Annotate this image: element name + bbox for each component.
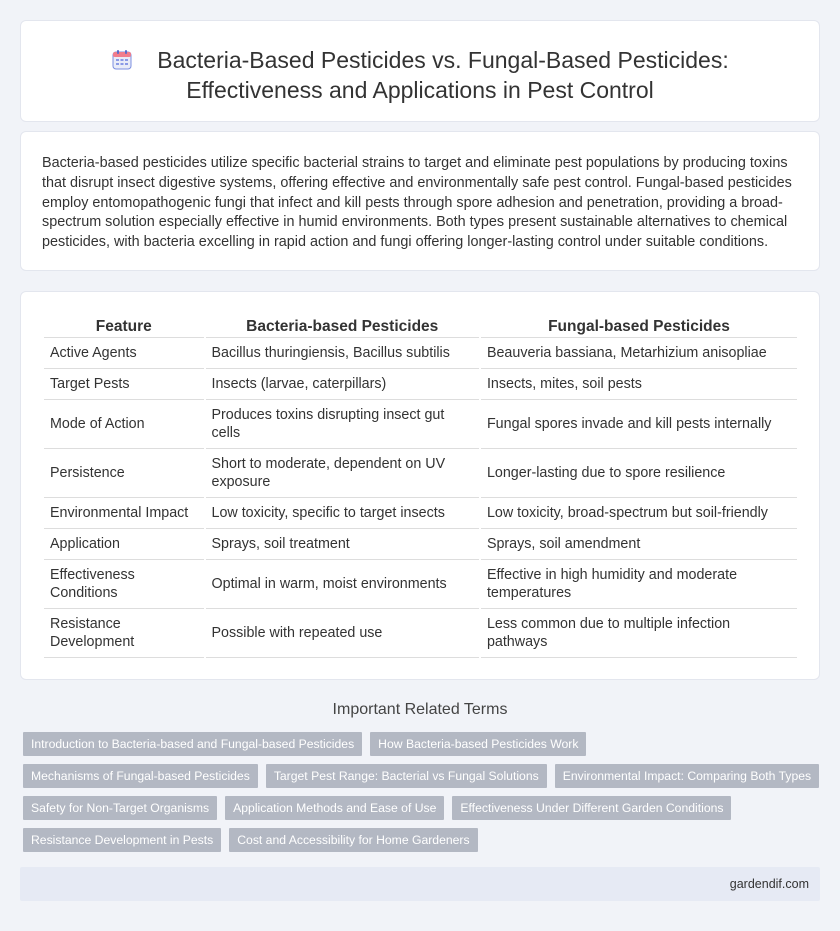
bacteria-cell: Bacillus thuringiensis, Bacillus subtilis <box>206 338 479 369</box>
bacteria-cell: Short to moderate, dependent on UV exposure <box>206 449 479 498</box>
table-header-row <box>44 316 797 338</box>
table-row <box>44 449 797 498</box>
feature-cell: Mode of Action <box>44 400 204 449</box>
feature-cell: Active Agents <box>44 338 204 369</box>
related-term-tag[interactable]: How Bacteria-based Pesticides Work <box>370 732 586 756</box>
related-terms-title: Important Related Terms <box>332 701 508 718</box>
fungal-cell: Sprays, soil amendment <box>481 529 797 560</box>
footer-site-link[interactable]: gardendif.com <box>729 877 809 891</box>
footer <box>20 867 820 901</box>
header-fungal: Fungal-based Pesticides <box>481 316 797 338</box>
comparison-table <box>42 316 799 658</box>
feature-cell: Effectiveness Conditions <box>44 560 204 609</box>
fungal-cell: Longer-lasting due to spore resilience <box>481 449 797 498</box>
table-row <box>44 400 797 449</box>
bacteria-cell: Possible with repeated use <box>206 609 479 658</box>
related-term-tag[interactable]: Environmental Impact: Comparing Both Types <box>555 764 819 788</box>
table-row <box>44 498 797 529</box>
bacteria-cell: Sprays, soil treatment <box>206 529 479 560</box>
related-term-tag[interactable]: Introduction to Bacteria-based and Fungal-based Pesticides <box>23 732 362 756</box>
feature-cell: Environmental Impact <box>44 498 204 529</box>
table-row <box>44 560 797 609</box>
description-text: Bacteria-based pesticides utilize specific bacterial strains to target and eliminate pest populations by producing toxins that disrupt insect digestive systems, offering effective and environmentally safe pest control. Fungal-based pesticides employ entomopathogenic fungi that infect and kill pests through spore adhesion and penetration, providing a broad-spectrum solution especially effective in humid environments. Both types present sustainable alternatives to chemical pesticides, with bacteria excelling in rapid action and fungi offering longer-lasting control under suitable conditions. <box>42 155 792 251</box>
fungal-cell: Beauveria bassiana, Metarhizium anisopliae <box>481 338 797 369</box>
related-term-tag[interactable]: Application Methods and Ease of Use <box>225 796 444 820</box>
table-row <box>44 529 797 560</box>
fungal-cell: Fungal spores invade and kill pests internally <box>481 400 797 449</box>
bacteria-cell: Optimal in warm, moist environments <box>206 560 479 609</box>
table-row <box>44 369 797 400</box>
header-feature: Feature <box>44 316 204 338</box>
related-term-tag[interactable]: Effectiveness Under Different Garden Conditions <box>452 796 731 820</box>
feature-cell: Target Pests <box>44 369 204 400</box>
table-row <box>44 338 797 369</box>
fungal-cell: Insects, mites, soil pests <box>481 369 797 400</box>
table-row <box>44 609 797 658</box>
title-line-2: Effectiveness and Applications in Pest Control <box>186 77 654 103</box>
description-card <box>20 131 820 271</box>
bacteria-cell: Low toxicity, specific to target insects <box>206 498 479 529</box>
related-terms-list <box>23 732 823 852</box>
comparison-table-card <box>20 291 820 680</box>
calendar-icon <box>111 49 133 71</box>
related-term-tag[interactable]: Resistance Development in Pests <box>23 828 221 852</box>
related-term-tag[interactable]: Target Pest Range: Bacterial vs Fungal Solutions <box>266 764 547 788</box>
bacteria-cell: Insects (larvae, caterpillars) <box>206 369 479 400</box>
title-card <box>20 20 820 122</box>
feature-cell: Application <box>44 529 204 560</box>
fungal-cell: Low toxicity, broad-spectrum but soil-friendly <box>481 498 797 529</box>
header-bacteria: Bacteria-based Pesticides <box>206 316 479 338</box>
fungal-cell: Effective in high humidity and moderate temperatures <box>481 560 797 609</box>
feature-cell: Persistence <box>44 449 204 498</box>
title-line-1: Bacteria-Based Pesticides vs. Fungal-Based Pesticides: <box>157 47 729 73</box>
related-term-tag[interactable]: Cost and Accessibility for Home Gardeners <box>229 828 477 852</box>
related-term-tag[interactable]: Mechanisms of Fungal-based Pesticides <box>23 764 258 788</box>
bacteria-cell: Produces toxins disrupting insect gut cells <box>206 400 479 449</box>
related-term-tag[interactable]: Safety for Non-Target Organisms <box>23 796 217 820</box>
feature-cell: Resistance Development <box>44 609 204 658</box>
fungal-cell: Less common due to multiple infection pathways <box>481 609 797 658</box>
page-title <box>21 45 819 105</box>
